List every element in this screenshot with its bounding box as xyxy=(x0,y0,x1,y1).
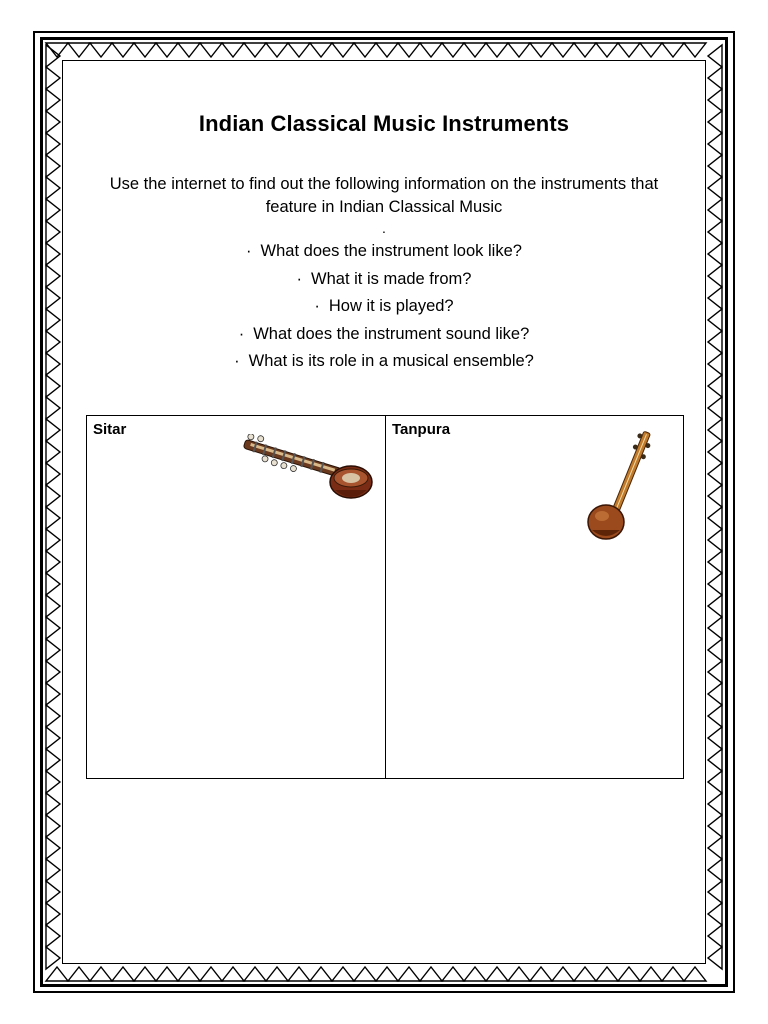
tanpura-label: Tanpura xyxy=(392,421,451,438)
stray-dot: . xyxy=(382,220,386,236)
question-item xyxy=(62,295,706,323)
instrument-table xyxy=(86,415,684,779)
question-text: How it is played? xyxy=(328,297,454,315)
bullet-glyph: · xyxy=(314,297,320,315)
sitar-image xyxy=(239,434,375,504)
question-text: What does the instrument sound like? xyxy=(253,324,530,343)
question-list xyxy=(62,240,706,378)
question-item xyxy=(62,350,706,378)
question-text: What does the instrument look like? xyxy=(260,242,522,260)
tanpura-image xyxy=(586,426,656,542)
sitar-label: Sitar xyxy=(93,421,127,438)
question-item xyxy=(62,240,706,268)
question-text: What it is made from? xyxy=(311,269,472,288)
sitar-cell[interactable] xyxy=(87,416,386,778)
bullet-glyph: · xyxy=(296,269,303,288)
bullet-glyph: · xyxy=(238,324,245,343)
worksheet-title: Indian Classical Music Instruments xyxy=(198,111,570,136)
bullet-glyph: · xyxy=(246,242,252,260)
bullet-glyph: · xyxy=(234,352,240,370)
tanpura-cell[interactable] xyxy=(386,416,683,778)
question-item xyxy=(62,323,706,351)
worksheet-intro: Use the internet to find out the following information on the instruments that feature in Indian Classical Music xyxy=(109,175,659,216)
question-item xyxy=(62,268,706,296)
question-text: What is its role in a musical ensemble? xyxy=(248,352,534,370)
